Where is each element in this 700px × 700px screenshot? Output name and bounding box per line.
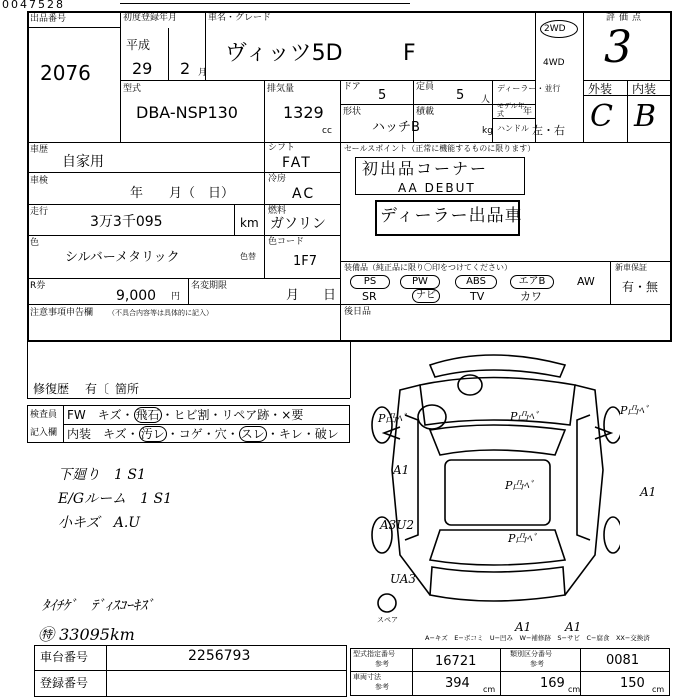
r-label: R券 xyxy=(30,281,46,291)
fuel-value: ガソリン xyxy=(270,216,326,232)
damage-legend: A−キズ E−ボコミ U−凹み W−補修跡 S−サビ C−腐食 XX−交換済 xyxy=(425,634,650,642)
score-label: 評価点 xyxy=(606,13,646,23)
hand-note-1: 下廻り 1 S1 xyxy=(58,467,146,483)
int-label: 内装 xyxy=(632,82,657,96)
ext-label: 外装 xyxy=(588,82,613,96)
reg-label: 初度登録年月 xyxy=(123,13,178,23)
warranty-value: 有・無 xyxy=(622,280,659,294)
hand-note-5: ㊕ 33095km xyxy=(38,625,135,644)
color-code-label: 色コード xyxy=(268,237,305,247)
chassis-number: 2256793 xyxy=(188,648,251,664)
repair-suffix: 箇所 xyxy=(115,382,140,396)
diagram-note-9: UA3 xyxy=(390,572,417,586)
circled-wear: スレ xyxy=(240,427,265,441)
lot-number: 2076 xyxy=(40,61,91,85)
equip-tv: TV xyxy=(470,290,485,303)
doors: 5 xyxy=(378,88,387,103)
hand-note-4: ﾀｲﾁｹﾞ ﾃﾞｨｽｺｰｷｽﾞ xyxy=(42,598,154,614)
equip-navi: ナビ xyxy=(412,289,440,303)
handle-value: 左・右 xyxy=(532,124,565,137)
height-cm: cm xyxy=(652,685,665,694)
drive-2wd: 2WD xyxy=(544,24,566,34)
sales-label: セールスポイント（正常に機能するものに限ります） xyxy=(344,144,536,153)
diagram-note-11: A1 xyxy=(565,620,582,634)
reg-no-label: 登録番号 xyxy=(40,676,89,690)
notes-label: 注意事項申告欄 xyxy=(30,308,94,318)
height-value: 150 xyxy=(620,676,645,691)
name-change-label: 名変期限 xyxy=(191,281,228,291)
entry-label: 記入欄 xyxy=(30,428,58,438)
equip-ps: PS xyxy=(350,275,390,289)
circled-stone-chip: 飛石 xyxy=(135,408,160,422)
class-no-sub: 参考 xyxy=(530,660,544,668)
door-label: ドア xyxy=(343,82,361,92)
length-value: 394 xyxy=(445,676,470,691)
car-label: 車名・グレード xyxy=(208,13,272,23)
sales-box-en: AA DEBUT xyxy=(398,181,476,195)
color-no-label: 色替 xyxy=(240,252,256,261)
aircon-label: 冷房 xyxy=(268,174,287,184)
load-label: 積載 xyxy=(416,107,435,117)
diagram-note-7: A1 xyxy=(640,485,657,499)
diagram-note-6: A1 xyxy=(393,463,410,477)
circled-stain: 汚レ xyxy=(140,427,165,441)
seat-label: 後日品 xyxy=(344,307,372,317)
aircon-value: AC xyxy=(292,186,316,202)
cc-unit: cc xyxy=(322,126,332,136)
handle-label: ハンドル xyxy=(497,124,529,133)
equip-pw: PW xyxy=(400,275,440,289)
km-unit: km xyxy=(240,216,259,230)
ext-checks: FW キズ・ 飛石 ・ヒビ割・リペア跡・×要 xyxy=(67,408,304,422)
notes-hint: （不具合内容等は具体的に記入） xyxy=(108,309,213,317)
hand-note-3: 小キズ A.U xyxy=(58,515,141,531)
history-label: 車歴 xyxy=(30,145,49,155)
diagram-note-8: A3U2 xyxy=(380,518,415,532)
width-value: 169 xyxy=(540,676,565,691)
cap-unit: 人 xyxy=(481,95,491,105)
type-no-sub: 参考 xyxy=(375,660,389,668)
grade: F xyxy=(403,41,416,66)
reg-year: 29 xyxy=(132,59,153,78)
yen-unit: 円 xyxy=(171,292,181,302)
chassis-label: 車台番号 xyxy=(40,650,89,664)
displacement: 1329 xyxy=(283,103,324,122)
diagram-note-3: P凸ﾍﾞ xyxy=(620,404,650,417)
name-change-day: 日 xyxy=(323,288,337,303)
name-change-month: 月 xyxy=(286,288,300,303)
sales-box-text: 初出品コーナー xyxy=(362,159,489,178)
era: 平成 xyxy=(126,38,151,52)
length-sub: 参考 xyxy=(375,683,389,691)
shift-value: FAT xyxy=(282,155,312,171)
type-no-label: 型式指定番号 xyxy=(353,650,395,658)
shape: ハッチB xyxy=(372,120,420,135)
model-year-label: モデル年式 xyxy=(497,102,525,118)
diagram-note-5: P凸ﾍﾞ xyxy=(508,532,538,545)
drive-4wd: 4WD xyxy=(543,58,565,68)
equip-airbag: エアB xyxy=(510,275,554,289)
shift-label: シフト xyxy=(268,143,296,153)
inspection-label: 車検 xyxy=(30,176,49,186)
diagram-note-2: P凸ﾍﾞ xyxy=(510,410,540,423)
model-value: DBA-NSP130 xyxy=(136,103,238,122)
class-no: 0081 xyxy=(606,653,640,668)
mileage-label: 走行 xyxy=(30,207,49,217)
dealer-label: ディーラー・並行 xyxy=(497,84,561,93)
car-name: ヴィッツ5D xyxy=(225,41,343,66)
repair-value: 有〔 xyxy=(85,382,110,396)
hand-note-2: E/Gルーム 1 S1 xyxy=(58,491,172,507)
equip-abs: ABS xyxy=(455,275,497,289)
cap-label: 定員 xyxy=(416,82,435,92)
reg-month: 2 xyxy=(180,59,191,78)
color-label: 色 xyxy=(30,238,40,248)
ext-grade: C xyxy=(590,99,613,134)
length-label: 車両寸法 xyxy=(353,673,381,681)
color-code: 1F7 xyxy=(293,254,318,269)
color-value: シルバーメタリック xyxy=(65,250,180,265)
dealer-stamp-text: ディーラー出品車 xyxy=(380,206,523,226)
diagram-note-4: P凸ﾍﾞ xyxy=(505,479,535,492)
kg-unit: kg xyxy=(482,126,493,136)
history-value: 自家用 xyxy=(62,154,104,170)
diagram-note-10: A1 xyxy=(515,620,532,634)
year-unit: 年 xyxy=(523,107,533,117)
model-label: 型式 xyxy=(123,84,142,94)
class-no-label: 類別区分番号 xyxy=(510,650,552,658)
type-no: 16721 xyxy=(435,654,477,669)
width-cm: cm xyxy=(568,685,581,694)
check-label: 検査員 xyxy=(30,410,58,420)
top-code: 0047528 xyxy=(2,0,65,11)
equip-leather: カワ xyxy=(520,290,542,303)
disp-label: 排気量 xyxy=(267,84,295,94)
mileage-value: 3万3千095 xyxy=(90,214,163,230)
repair-label: 修復歴 xyxy=(33,382,70,396)
fuel-label: 燃料 xyxy=(268,206,287,216)
new-car-label: 新車保証 xyxy=(615,263,647,272)
lot-label: 出品番号 xyxy=(30,14,67,24)
equip-sr: SR xyxy=(362,290,377,303)
month-unit: 月 xyxy=(198,68,208,78)
capacity: 5 xyxy=(456,88,465,103)
equip-aw: AW xyxy=(577,275,595,288)
int-checks: 内装 キズ・ 汚レ ・コゲ・穴・ スレ ・キレ・破レ xyxy=(67,427,339,441)
r-value: 9,000 xyxy=(116,288,157,304)
int-grade: B xyxy=(634,99,657,134)
shape-label: 形状 xyxy=(343,107,362,117)
score-value: 3 xyxy=(604,22,632,73)
diagram-note-1: P凸ﾍﾞ xyxy=(378,412,408,425)
spare-label: スペア xyxy=(377,616,398,624)
length-cm: cm xyxy=(483,685,496,694)
inspection-value: 年 月（ 日） xyxy=(130,186,235,201)
equip-label: 装備品（純正品に限り〇印をつけてください） xyxy=(344,263,512,272)
